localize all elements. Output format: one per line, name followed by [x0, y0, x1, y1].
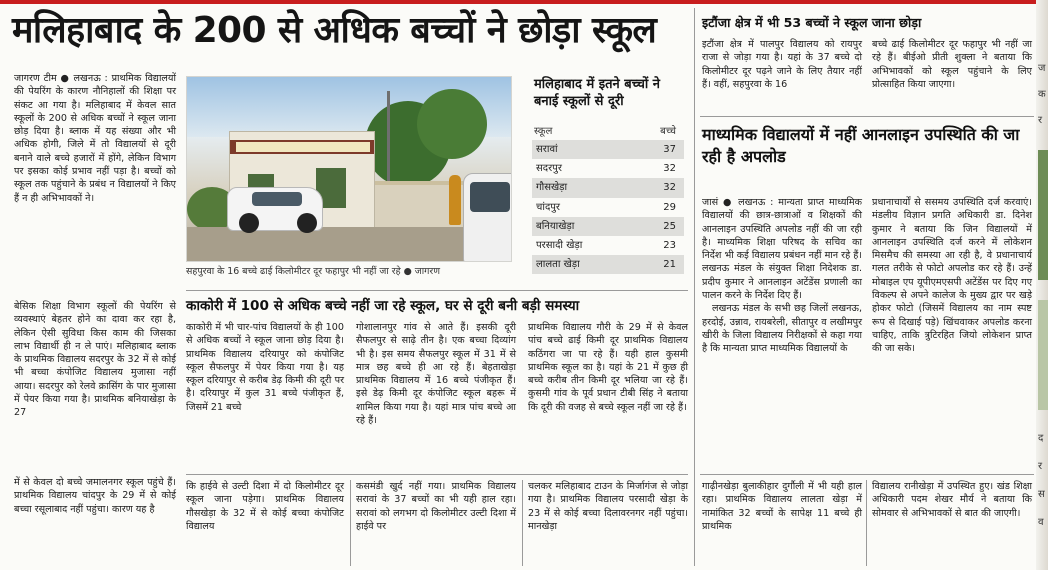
secondary-column-2: प्रधानाचार्यों से ससमय उपस्थिति दर्ज करवाएं। मंडलीय विज्ञान प्रगति अधिकारी डा. दिनेश कुमार ने बताया कि जिन विद्यालयों में आनलाइन उपस्थिति दर्ज करने में लोकेशन मिसमैच की समस्या आ रही है, वे प्रधानाचार्य गलत तरीके से फोटो अपलोड कर रहे हैं। उन्हें मोबाइल एप यूपीएमएसपी अटेंडेंस पर दिए गए विकल्प से अपने कालेज के मुख्य द्वार पर खड़े होकर फोटो (जिसमें विद्यालय का नाम स्पष्ट रूप से दिखाई पड़े) खिंचवाकर अपलोड करना चाहिए, ताकि त्रुटिरहित जियो लोकेशन प्राप्त की जा सके। [872, 197, 1032, 355]
edge-glyph: द [1038, 433, 1044, 444]
dropout-table [532, 124, 684, 274]
edge-glyph: ज [1038, 63, 1046, 74]
lead-continued-column-2: कसमंडी खुर्द नहीं गया। प्राथमिक विद्यालय सरावां के 37 बच्चों का भी यही हाल रहा। सरावां को लगभग दो किलोमीटर उल्टी दिशा में हाईवे पर [356, 481, 516, 532]
photo-school-signboard [236, 142, 370, 152]
table-row: बनियाखेड़ा 25 [532, 217, 684, 236]
column-divider [350, 480, 351, 566]
secondary-column-1: जासं ● लखनऊ : मान्यता प्राप्त माध्यमिक विद्यालयों की छात्र-छात्राओं व शिक्षकों की आनलाइन उपस्थिति अपलोड नहीं की जा रही है। माध्यमिक शिक्षा परिषद के सचिव का निर्देश भी कई विद्यालय प्रबंधन नहीं मान रहे हैं। लखनऊ मंडल के संयुक्त शिक्षा निदेशक डा. प्रदीप कुमार ने आनलाइन अटेंडेंस प्रणाली का पालन करने के निर्देश दिए हैं। लखनऊ मंडल के सभी छह जिलों लखनऊ, हरदोई, उन्नाव, रायबरेली, सीतापुर व लखीमपुर खीरी के जिला विद्यालय निरीक्षकों से कहा गया है कि मान्यता प्राप्त माध्यमिक विद्यालयों के [702, 197, 862, 355]
table-row: परसादी खेड़ा 23 [536, 239, 676, 251]
photo-parked-car [463, 173, 512, 262]
column-divider [522, 480, 523, 566]
kakori-column-3: प्राथमिक विद्यालय गौरी के 29 में से केवल पांच बच्चे ढाई किमी दूर प्राथमिक विद्यालय कठिंगरा जा पा रहे हैं। यही हाल कुसमी प्राथमिक स्कूल का है। यहां के 21 में कुछ ही बच्चे करीब तीन किमी दूर भलिया जा रहे हैं। कुसमी गांव के पूर्व प्रधान टीबी सिंह ने बताया कि दूरी की वजह से बच्चे स्कूल नहीं जा रहे हैं। [528, 322, 688, 413]
table-row: सदरपुर 32 [536, 163, 676, 175]
kakori-column-2: गोशालानपुर गांव से आते हैं। इसकी दूरी सैफलपुर से साढ़े तीन है। एक बच्चा दिव्यांग भी है। इस समय सैफलपुर स्कूल में 31 में से मात्र छह बच्चे ही आ रहे हैं। बेहताखेड़ा प्राथमिक विद्यालय में 16 बच्चे पंजीकृत हैं। इसे डेढ़ किमी दूर कंपोजिट स्कूल बहरू में शामिल किया गया है। यहां मात्र पांच बच्चे आ रहे हैं। [356, 322, 516, 427]
kakori-column-1: काकोरी में भी चार-पांच विद्यालयों के ही 100 से अधिक बच्चों ने स्कूल जाना छोड़ दिया है। प्राथमिक विद्यालय दरियापुर को कंपोजिट स्कूल सैफलपुर में पेयर किया गया है। यह स्कूल दरियापुर से करीब डेढ़ किमी की दूरी पर है। दरियापुर में कुल 31 बच्चे पंजीकृत हैं, जिसमें 21 बच्चे [186, 322, 344, 413]
edge-glyph: क [1038, 89, 1046, 100]
column-divider [866, 480, 867, 566]
column-divider [694, 8, 695, 566]
edge-glyph: र [1038, 461, 1043, 472]
table-title: मलिहाबाद में इतने बच्चों ने बनाई स्कूलों से दूरी [534, 77, 660, 109]
section-divider [186, 290, 688, 291]
edge-glyph: स [1038, 489, 1045, 500]
section-divider [700, 116, 1034, 117]
edge-glyph: व [1038, 517, 1044, 528]
lead-paragraph-2: बेसिक शिक्षा विभाग स्कूलों की पेयरिंग से व्यवस्थाएं बेहतर होने का दावा कर रहा है, लेकिन ऐसी सुविधा किस काम की जिसका लाभ विद्यार्थी ही न ले पाएं। मलिहाबाद ब्लाक के प्राथमिक विद्यालय सदरपुर के 32 में से कोई भी बच्चा कंपोजिट विद्यालय मुजासा नहीं आया। सदरपुर को रेलवे क्रासिंग के पार मुजासा में पेयर किया गया है। प्राथमिक बनियाखेड़ा के 27 [14, 301, 176, 419]
photo-tree [417, 89, 487, 159]
photo-person [449, 175, 461, 225]
table-row: सरावां 37 [532, 140, 684, 159]
table-row: गौसखेड़ा 32 [532, 178, 684, 197]
lead-paragraph-3: में से केवल दो बच्चे जमालनगर स्कूल पहुंचे हैं। प्राथमिक विद्यालय चांदपुर के 29 में से कोई बच्चा रसूलाबाद नहीं पहुंचा। कारण यह है [14, 477, 176, 515]
secondary-headline: माध्यमिक विद्यालयों में नहीं आनलाइन उपस्थिति की जा रही है अपलोड [702, 125, 1020, 166]
table-row: चांदपुर 29 [536, 201, 676, 213]
masthead-rule [0, 0, 1048, 4]
col-children-header: बच्चे [660, 126, 676, 137]
table-row: लालता खेड़ा 21 [532, 255, 684, 274]
etaunja-column-1: इटौंजा क्षेत्र में पालपुर विद्यालय को रायपुर राजा से जोड़ा गया है। यहां के 37 बच्चे दो किलोमीटर दूर पढ़ने जाने के लिए तैयार नहीं हैं। वहीं, सहपुरवा के 16 [702, 39, 862, 90]
adjacent-photo-strip [1038, 300, 1048, 410]
lead-paragraph-1: जागरण टीम ● लखनऊ : प्राथमिक विद्यालयों की पेयरिंग के कारण नौनिहालों की शिक्षा पर संकट आ गया है। मलिहाबाद में केवल सात स्कूलों के 200 से अधिक बच्चों ने स्कूल जाना छोड़ दिया है। ब्लाक में यह संख्या और भी अधिक होगी, जिले में तो विद्यालयों से दूरी बनाने वाले बच्चे हजारों में होंगे, लेकिन विभाग पर इसका कोई प्रभाव नहीं पड़ा है। बच्चों को स्कूल तक पहुंचाने के प्रबंध न विद्यालयों ने किए हैं न ही अभिभावकों ने। [14, 73, 176, 204]
section-divider [700, 474, 1034, 475]
table-header [532, 124, 684, 140]
col-school-header: स्कूल [534, 126, 553, 137]
kakori-headline: काकोरी में 100 से अधिक बच्चे नहीं जा रहे स्कूल, घर से दूरी बनी बड़ी समस्या [186, 298, 580, 314]
edge-glyph: र [1038, 115, 1043, 126]
adjacent-photo-strip [1038, 150, 1048, 280]
school-photo [186, 76, 512, 262]
lead-continued-column-4: गाढ़ीनखेड़ा बुलाकीहार दुर्गौली में भी यही हाल रहा। प्राथमिक विद्यालय लालता खेड़ा में नामांकित 32 बच्चों के सापेक्ष 11 बच्चे ही प्राथमिक [702, 481, 862, 532]
lead-continued-column-3: चलकर मलिहाबाद टाउन के मिर्जागंज से जोड़ा गया है। प्राथमिक विद्यालय परसादी खेड़ा के 23 में से कोई बच्चा दिलावरनगर नहीं पहुंचा। मानखेड़ा [528, 481, 688, 532]
lead-continued-column-1: कि हाईवे से उल्टी दिशा में दो किलोमीटर दूर स्कूल जाना पड़ेगा। प्राथमिक विद्यालय गौसखेड़ा के 32 में से कोई बच्चा कंपोजिट विद्यालय [186, 481, 344, 532]
etaunja-headline: इटौंजा क्षेत्र में भी 53 बच्चों ने स्कूल जाना छोड़ा [702, 15, 922, 30]
photo-caption: सहपुरवा के 16 बच्चे ढाई किलोमीटर दूर फहापुर भी नहीं जा रहे ● जागरण [186, 266, 441, 277]
section-divider [186, 474, 688, 475]
lead-continued-column-5: विद्यालय रानीखेड़ा में उपस्थित हुए। खंड शिक्षा अधिकारी पदम शेखर मौर्य ने बताया कि सोमवार से अभिभावकों से बात की जाएगी। [872, 481, 1032, 519]
main-headline: मलिहाबाद के 200 से अधिक बच्चों ने छोड़ा स्कूल [12, 10, 657, 51]
etaunja-column-2: बच्चे ढाई किलोमीटर दूर फहापुर भी नहीं जा रहे हैं। बीईओ प्रीती शुक्ला ने बताया कि अभिभावकों को स्कूल पहुंचाने के लिए प्रोत्साहित किया जाएगा। [872, 39, 1032, 90]
